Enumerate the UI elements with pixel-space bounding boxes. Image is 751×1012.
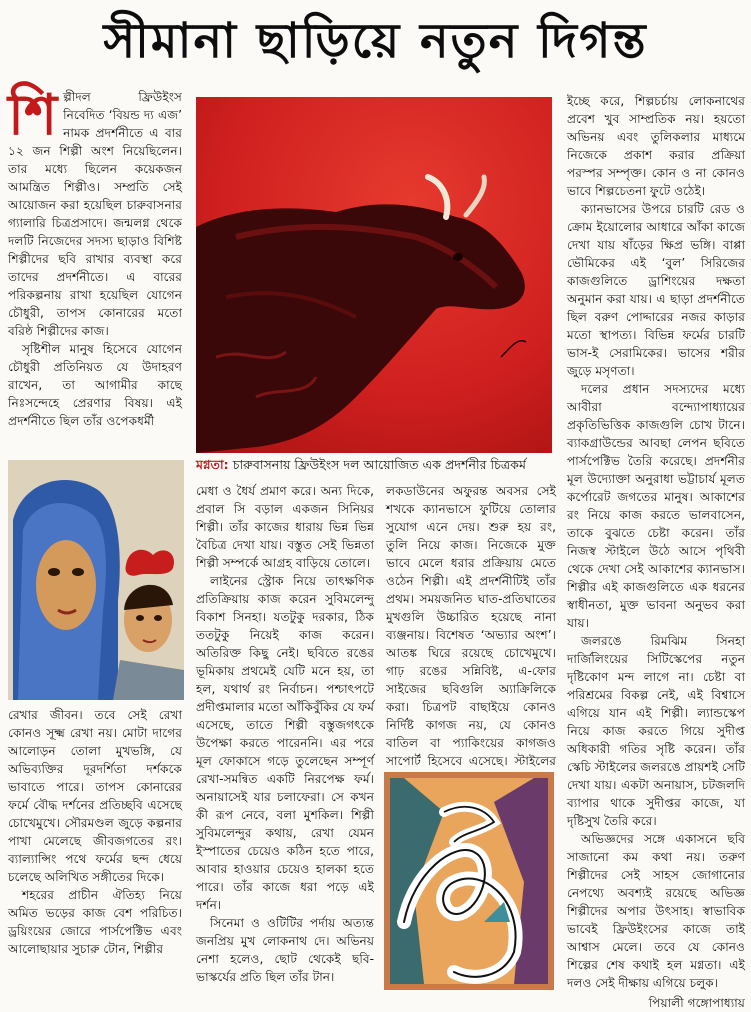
paragraph: সৃষ্টিশীল মানুষ হিসেবে যোগেন চৌধুরী প্রতিনিয়ত যে উদাহরণ রাখেন, তা আগামীর কাছে নিঃসন্দেহে প্রেরণার বিষয়। এই প্রদর্শনীতে ছিল তাঁর ওপেকধর্মী	[8, 342, 182, 428]
faces-painting	[8, 460, 184, 700]
byline: পিয়ালী গঙ্গোপাধ্যায়	[648, 996, 745, 1010]
line-art-painting	[384, 772, 554, 990]
paragraph: লকডাউনের অফুরন্ত অবসর সেই শখকে ক্যানভাসে ফুটিয়ে তোলার সুযোগ এনে দেয়। শুরু হয় রং, তুলি নিয়ে কাজ। নিজেকে মুক্ত ভাবে মেলে ধরার প্রক্রিয়ায় মেতে ওঠেন শিল্পী। এই প্রদর্শনীটিই তাঁর প্রথম। সময়জনিত ঘাত-প্রতিঘাতের মুখগুলি উচ্চারিত হয়েছে নানা ব্যঞ্জনায়। বিশেষত ‘অভ্যার অংশ’। আতঙ্ক ঘিরে রয়েছে চোখেমুখে। গাঢ় রঙের সন্নিবিষ্ট, এ-ফোর সাইজের ছবিগুলি অ্যাক্রিলিকে করা। চিত্রপট বাছাইয়ে কোনও নির্দিষ্ট কাগজ নয়, যে কোনও বাতিল বা প্যাকিংয়ের কাগজও সাপোর্ট হিসেবে এসেছে। স্টাইলের	[386, 484, 556, 768]
headline: সীমানা ছাড়িয়ে নতুন দিগন্ত	[103, 13, 648, 69]
caption-label: মগ্নতা:	[196, 457, 229, 472]
bull-illustration	[196, 97, 552, 453]
paragraph: শহরের প্রাচীন ঐতিহ্য নিয়ে অমিত ভড়ের কাজ বেশ পরিচিত। ড্রয়িংয়ের জোরে পার্সপেক্টিভ এবং আলোছায়ার সুচারু টোন, শিল্পীর	[8, 888, 182, 956]
article-column-3	[386, 482, 556, 768]
paragraph: দলের প্রধান সদস্যদের মধ্যে আবীরা বন্দ্যোপাধ্যায়ের প্রকৃতিভিত্তিক কাজগুলি চোখ টানে। ব্যাকগ্রাউন্ডের আবছা লেপন ছবিতে পার্সপেক্টিভ তৈরি করেছে। প্রদর্শনীর মূল উদ্যোক্তা অনুরাধা ভট্টাচার্য মূলত কর্পোরেট জগতের মানুষ। আকাশের রং নিয়ে কাজ করতে ভালবাসেন, তাকে বুঝতে চেষ্টা করেন। তাঁর নিজস্ব স্টাইলে উঠে আসে পৃথিবী থেকে দেখা সেই আকাশের ক্যানভাস। শিল্পীর এই কাজগুলিতে এক ধরনের স্বাধীনতা, মুক্ত ভাবনা অনুভব করা যায়।	[567, 382, 745, 630]
article-column-2	[196, 482, 374, 996]
image-caption	[196, 455, 556, 475]
caption-text: চারুবাসনায় ফ্রিউইংস দল আয়োজিত এক প্রদর্শনীর চিত্রকর্ম	[228, 457, 526, 472]
paragraph: লাইনের স্ট্রোক নিয়ে তাৎক্ষণিক প্রতিক্রিয়ায় কাজ করেন সুবিমলেন্দু বিকাশ সিনহা। যতটুকু দরকার, ঠিক ততটুকু নিয়েই কাজ করেন। অতিরিক্ত কিছু নেই। ছবিতে রঙের ভূমিকায় প্রথমেই যেটি মনে হয়, তা হল, যথার্থ রং নির্বাচন। পশ্চাৎপটে প্রদীপ্তমালার মতো আঁকিবুঁকির যে ফর্ম এসেছে, তাতে শিল্পী বস্তুজগৎকে উপেক্ষা করতে পারেননি। এর পরে মূল ফোকাসে গড়ে তুলেছেন সম্পূর্ণ রেখা-সমন্বিত একটি নিরপেক্ষ ফর্ম। অনায়াসেই যার চলাফেরা। সে কখন কী রূপ নেবে, বলা মুশকিল। শিল্পী সুবিমলেন্দুর কথায়, রেখা যেমন ইস্পাতের চেয়েও কঠিন হতে পারে, আবার হাওয়ার চেয়েও হালকা হতে পারে। তাঁর কাজে ধরা পড়ে এই দর্শন।	[196, 574, 374, 912]
drop-cap: শি	[8, 82, 58, 148]
paragraph: রেখার জীবন। তবে সেই রেখা কোনও সূক্ষ্ম রেখা নয়। মোটা দাগের আলোড়ন তোলা মুখভঙ্গি, যে অভিব্যক্তির দূরদর্শিতা দর্শককে ভাবাতে পারে। তাপস কোনারের ফর্মে বৌদ্ধ দর্শনের প্রতিচ্ছবি এসেছে চোখেমুখে। সৌরমণ্ডল জুড়ে কল্পনার পাখা মেলেছে জীবজগতের রং। ব্যাল্যান্সিং পথে ফর্মের ছন্দ ধেয়ে চলেছে অলিখিত সঙ্গীতের দিকে।	[8, 708, 182, 884]
article-column-4	[567, 92, 745, 1010]
paragraph: অভিজ্ঞদের সঙ্গে একাসনে ছবি সাজানো কম কথা নয়। তরুণ শিল্পীদের সেই সাহস জোগানোর নেপথ্যে অবশ্যই রয়েছে অভিজ্ঞ শিল্পীদের অপার উৎসাহ। স্বাভাবিক ভাবেই ফ্রিউইংসের কাজে তাই আশ্বাস মেলে। তবে যে কোনও শিল্পের শেষ কথাই হল মগ্নতা। এই দলও সেই দীক্ষায় এগিয়ে চলুক।	[567, 832, 745, 990]
article-column-1-bottom	[8, 706, 182, 996]
bull-painting	[196, 97, 552, 453]
paragraph: ইচ্ছে করে, শিল্পচর্চায় লোকনাথের প্রবেশ খুব সাম্প্রতিক নয়। হয়তো অভিনয় এবং তুলিকলার মাধ্যমে নিজেকে প্রকাশ করার প্রক্রিয়া পরস্পর সম্পৃক্ত। কোন ও না কোনও ভাবে শিল্পচেতনা ফুটে ওঠেই।	[567, 94, 745, 198]
faces-illustration	[8, 460, 184, 700]
article-column-1-top	[8, 82, 182, 452]
paragraph: জলরঙে রিমঝিম সিনহা দার্জিলিংয়ের সিটিস্কেপের নতুন দৃষ্টিকোণ মন্দ লাগে না। চেষ্টা বা পরিশ্রমের বিকল্প নেই, এই বিশ্বাসে এগিয়ে যান এই শিল্পী। ল্যান্ডস্কেপ নিয়ে কাজ করতে গিয়ে সুদীপ্ত অধিকারী গতির সৃষ্টি করেন। তাঁর স্কেচি স্টাইলের জলরঙে প্রায়শই সেটি দেখা যায়। একটা অনায়াস, চটজলদি ব্যাপার থাকে সুদীপ্তর কাজে, যা দৃষ্টিসুখ তৈরি করে।	[567, 634, 745, 828]
paragraph: ক্যানভাসের উপরে চারটি রেড ও ক্রোম ইয়োলোর আধারে আঁকা কাজে দেখা যায় ষাঁড়ের ক্ষিপ্র ভঙ্গি। বাপ্পা ভৌমিকের এই ‘বুল’ সিরিজের কাজগুলিতে ড্রাশিংয়ের দক্ষতা অনুমান করা যায়। এ ছাড়া প্রদর্শনীতে ছিল বরুণ পোদ্দারের নজর কাড়ার মতো স্থাপত্য। বিভিন্ন ফর্মের চারটি ভাস-ই সেরামিকের। ভাসের শরীর জুড়ে মসৃণতা।	[567, 202, 745, 378]
paragraph: মেধা ও ধৈর্য প্রমাণ করে। অন্য দিকে, প্রবাল সি বড়াল একজন সিনিয়র শিল্পী। তাঁর কাজের ধারায় ভিন্ন ভিন্ন বৈচিত্র দেখা যায়। বস্তুত সেই ভিন্নতা শিল্পী সম্পর্কে আগ্রহ বাড়িয়ে তোলে।	[196, 484, 374, 570]
line-art-illustration	[384, 772, 554, 990]
paragraph: সিনেমা ও ওটিটির পর্দায় অত্যন্ত জনপ্রিয় মুখ লোকনাথ দে। অভিনয় নেশা হলেও, ছোট থেকেই ছবি-ভাস্কর্যের প্রতি ছিল তাঁর টান।	[196, 916, 374, 984]
paragraph: ল্পীদল ফ্রিউইংস নিবেদিত ‘বিয়ন্ড দ্য এজ’ নামক প্রদর্শনীতে এ বার ১২ জন শিল্পী অংশ নিয়েছিলেন। তার মধ্যে ছিলেন কয়েকজন আমন্ত্রিত শিল্পীও। সম্প্রতি সেই আয়োজন করা হয়েছিল চারুবাসনার গ্যালারি চিত্রপ্রসাদে। জন্মলগ্ন থেকে দলটি নিজেদের সদস্য ছাড়াও বিশিষ্ট শিল্পীদের ছবি রাখার ব্যবস্থা করে তাদের প্রদর্শনীতে। এ বারের পরিকল্পনায় রাখা হয়েছিল যোগেন চৌধুরী, তাপস কোনারের মতো বরিষ্ঠ শিল্পীদের কাজ।	[8, 90, 182, 338]
